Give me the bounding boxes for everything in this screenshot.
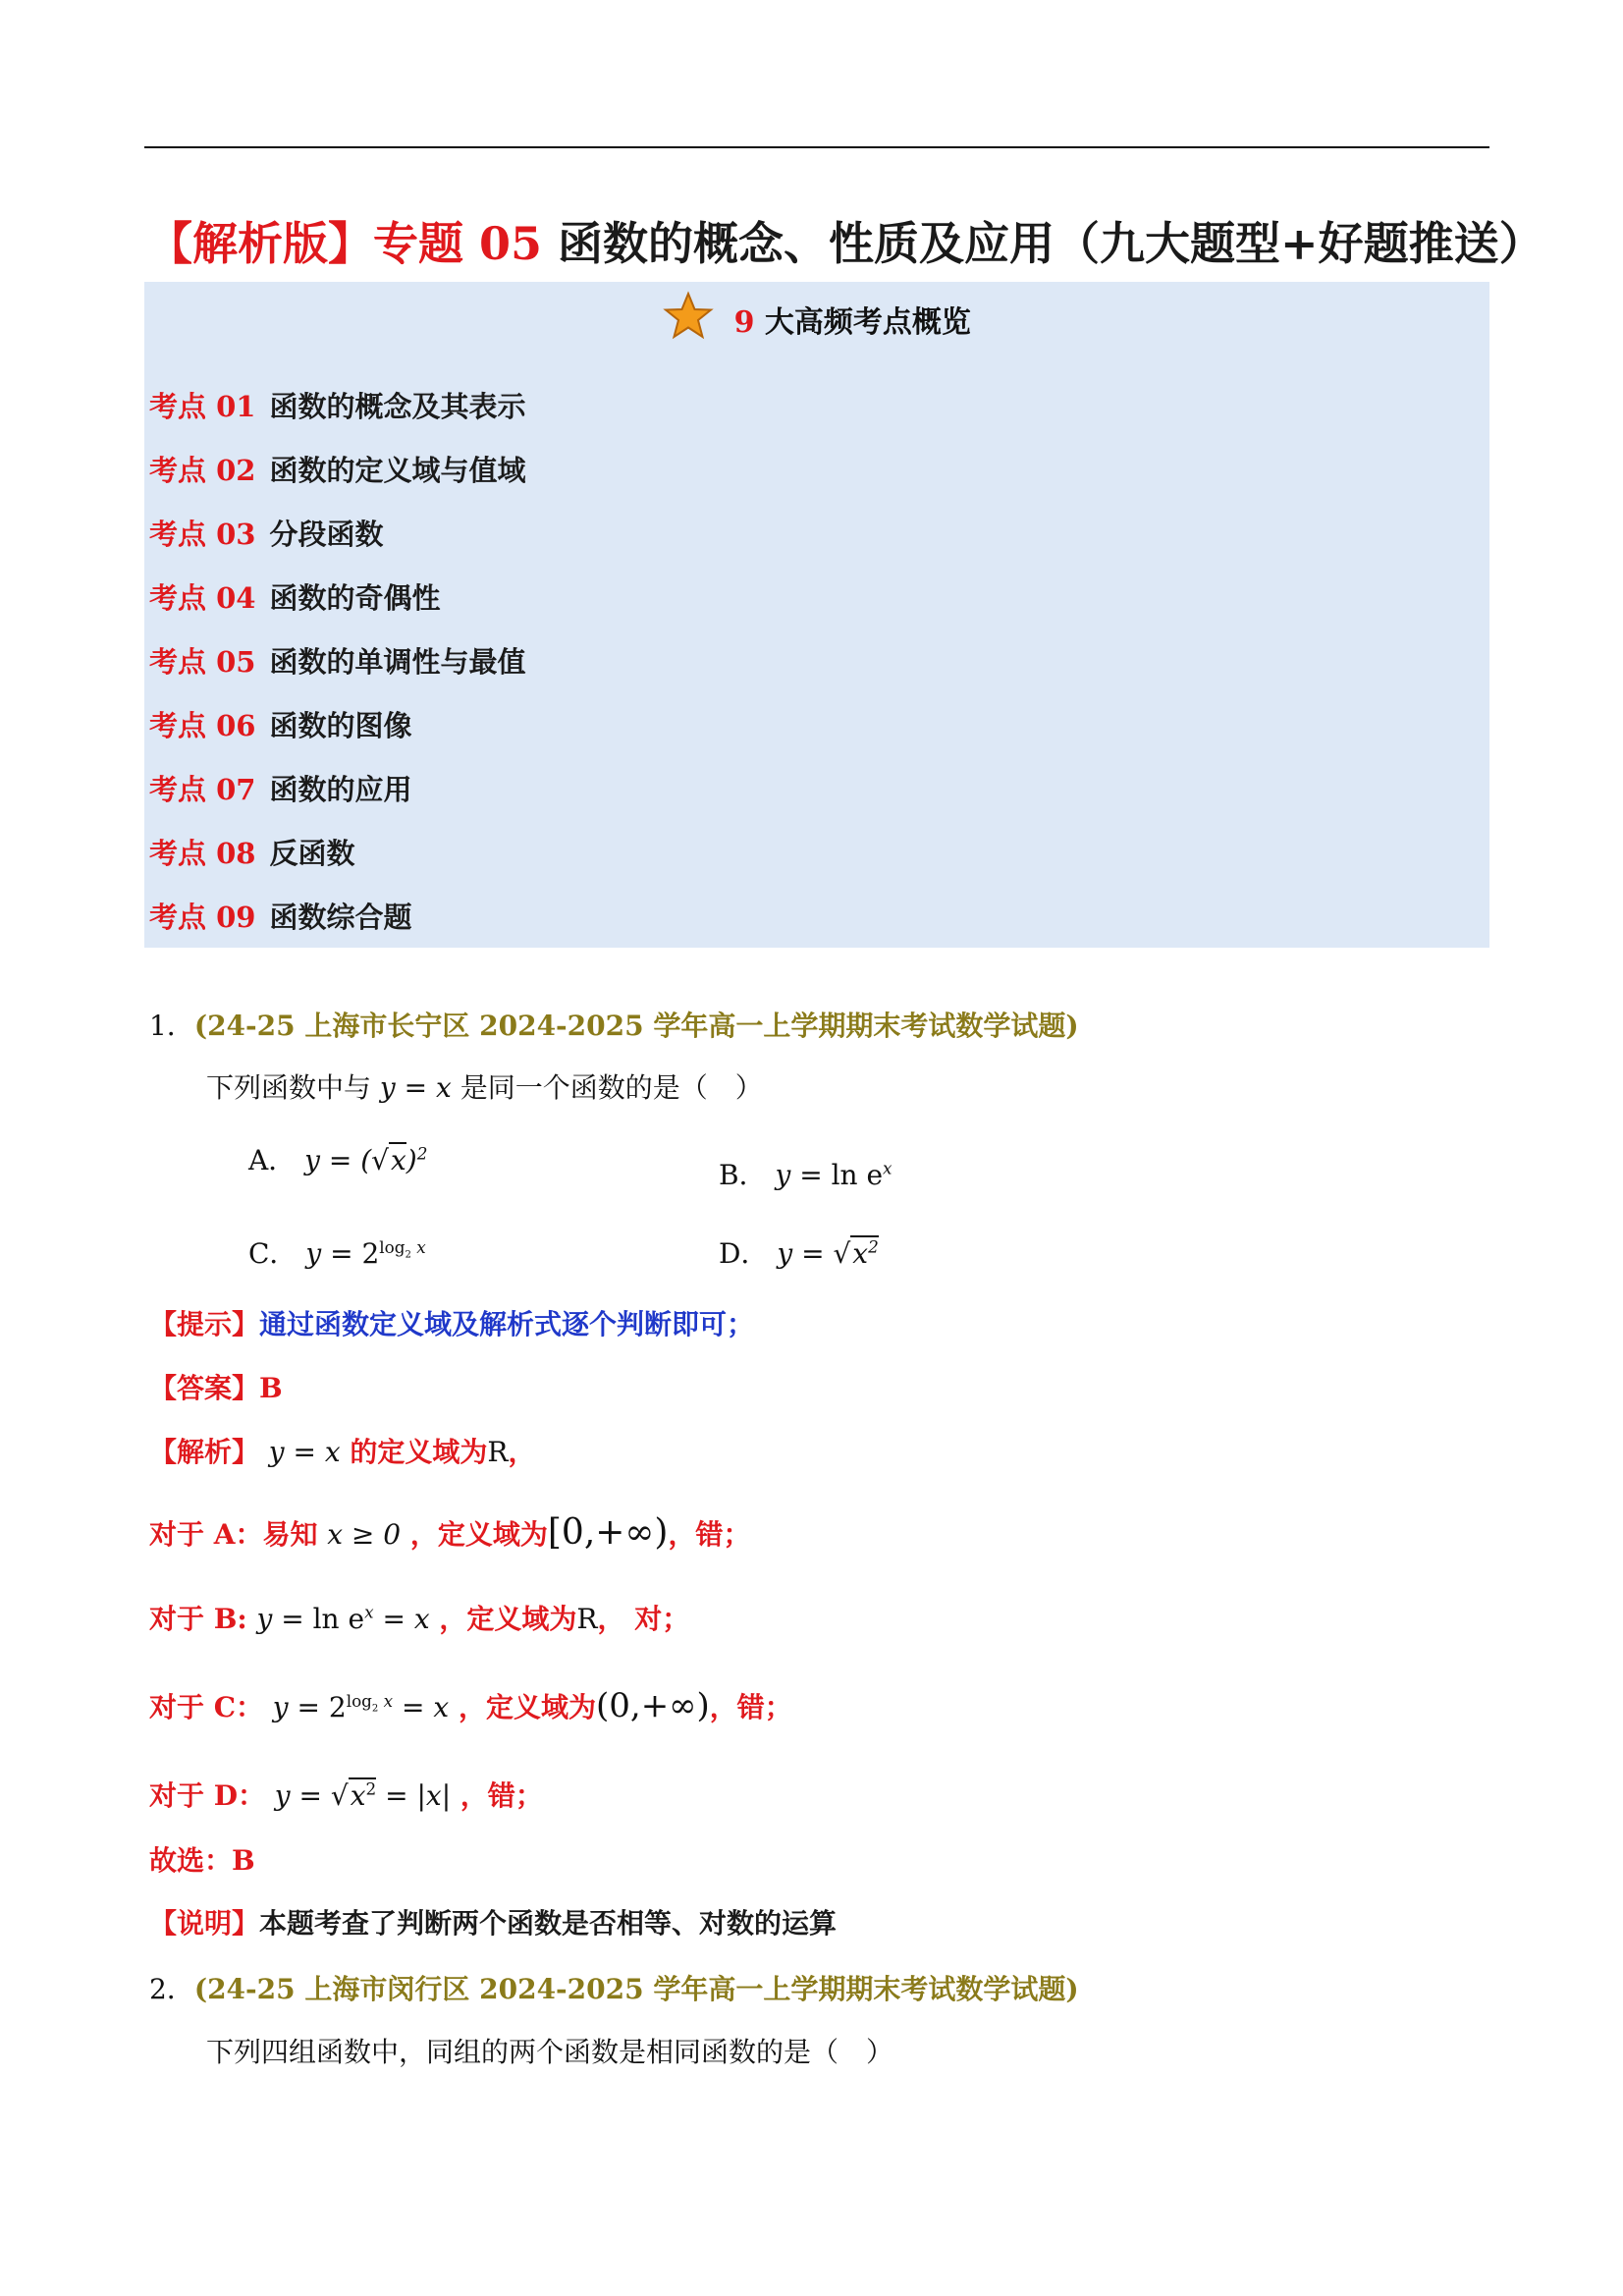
option-a: A． $y = (√x)^2$ xyxy=(248,1143,428,1176)
analysis-a: 对于 A：易知 x ≥ 0 ，定义域为[0,+∞)，错； xyxy=(149,1512,751,1553)
overview-item: 考点 04 函数的奇偶性 xyxy=(149,581,441,615)
option-b: B． $y = \ln e^x$ xyxy=(719,1158,893,1191)
question-1-stem: 下列函数中与 y = x 是同一个函数的是（ ） xyxy=(206,1071,763,1104)
note-line: 【说明】本题考查了判断两个函数是否相等、对数的运算 xyxy=(149,1907,838,1940)
answer-line: 【答案】B xyxy=(149,1372,283,1404)
page-title: 【解析版】专题 05 函数的概念、性质及应用（九大题型+好题推送） xyxy=(147,217,1544,270)
overview-item: 考点 07 函数的应用 xyxy=(149,773,412,806)
overview-item: 考点 06 函数的图像 xyxy=(149,709,412,742)
overview-item: 考点 03 分段函数 xyxy=(149,518,384,551)
overview-item: 考点 05 函数的单调性与最值 xyxy=(149,645,526,679)
overview-heading: 9 大高频考点概览 xyxy=(144,298,1489,350)
star-icon xyxy=(663,291,714,342)
overview-item: 考点 09 函数综合题 xyxy=(149,901,412,934)
overview-item: 考点 08 反函数 xyxy=(149,837,355,870)
analysis-b: 对于 B: $y = \ln e^x = x$ ，定义域为R， 对； xyxy=(149,1602,690,1635)
analysis-line: 【解析】 y = x 的定义域为R， xyxy=(149,1436,536,1468)
question-2-stem: 下列四组函数中，同组的两个函数是相同函数的是（ ） xyxy=(206,2036,894,2068)
overview-item: 考点 02 函数的定义域与值域 xyxy=(149,454,526,487)
hint-line: 【提示】通过函数定义域及解析式逐个判断即可； xyxy=(149,1308,755,1340)
overview-box xyxy=(144,282,1489,948)
overview-item: 考点 01 函数的概念及其表示 xyxy=(149,390,526,423)
option-c: C． $y = 2^{log_2 x}$ xyxy=(248,1236,426,1270)
question-2-header: 2．(24-25 上海市闵行区 2024-2025 学年高一上学期期末考试数学试题) xyxy=(149,1973,1079,2005)
analysis-d: 对于 D： $y = √x^2 = |x|$ ，错； xyxy=(149,1778,543,1812)
analysis-c: 对于 C： $y = 2^{log_2 x} = x$ ，定义域为(0,+∞)，错； xyxy=(149,1686,792,1725)
question-1-header: 1．(24-25 上海市长宁区 2024-2025 学年高一上学期期末考试数学试题) xyxy=(149,1010,1079,1042)
choice-line: 故选：B xyxy=(149,1844,255,1877)
option-d: D． $y = √x^2$ xyxy=(719,1236,879,1270)
top-rule xyxy=(144,146,1489,148)
